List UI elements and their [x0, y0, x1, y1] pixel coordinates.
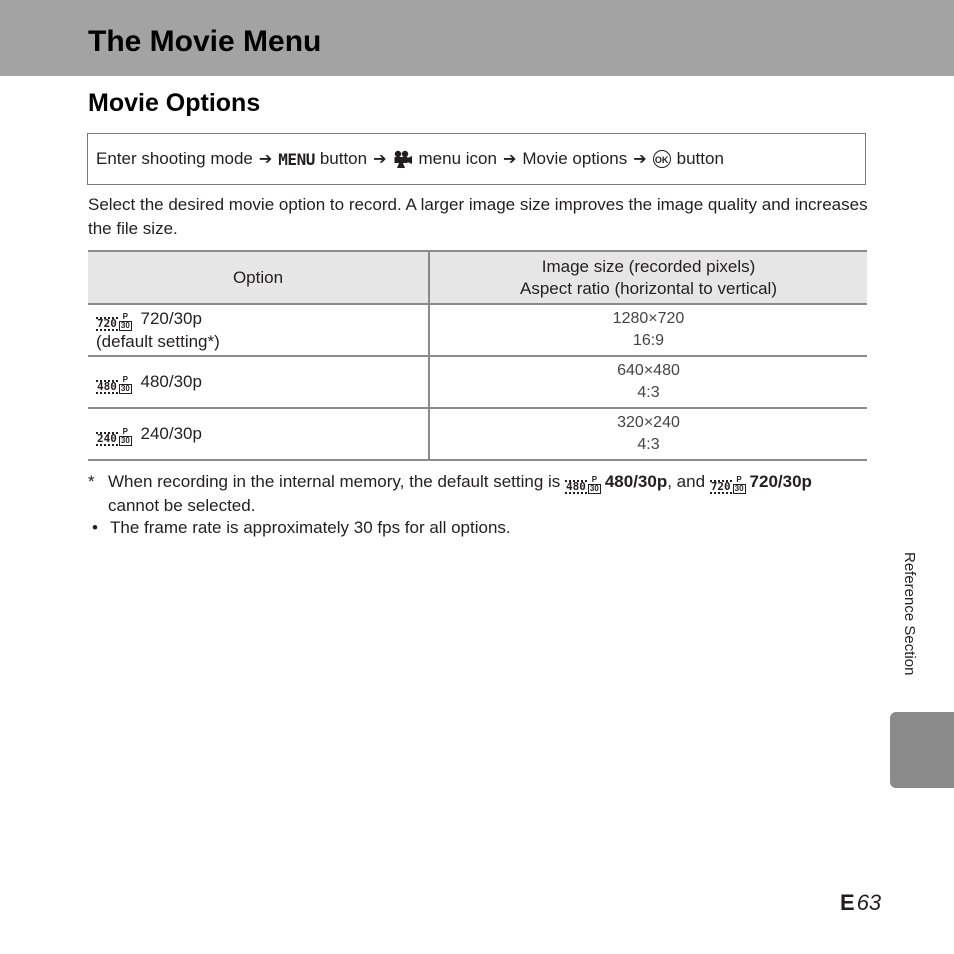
option-sub: (default setting*) — [96, 331, 220, 351]
reference-e-icon: E — [840, 890, 855, 915]
size-cell — [429, 408, 867, 460]
footnote-option-480: 480/30p — [604, 472, 668, 491]
option-label: 720/30p — [140, 308, 202, 328]
bullet-text: The frame rate is approximately 30 fps for all options. — [110, 518, 511, 537]
header-option: Option — [88, 251, 429, 304]
aspect-ratio: 16:9 — [632, 332, 665, 349]
side-section-label: Reference Section — [901, 552, 918, 676]
nav-step-menu-icon: menu icon — [418, 149, 497, 168]
page-title: The Movie Menu — [88, 25, 322, 58]
movie-option-480-icon: 480 P 30 — [566, 475, 599, 493]
bullet-item — [88, 516, 511, 539]
movie-camera-icon — [393, 150, 413, 168]
menu-button-icon: MENU — [278, 149, 315, 169]
table-row — [88, 408, 867, 460]
size-cell — [429, 356, 867, 408]
image-size: 1280×720 — [612, 310, 685, 327]
nav-step-shooting-mode: Enter shooting mode — [96, 149, 253, 168]
movie-option-720-icon: 720 P 30 — [97, 311, 130, 330]
footnote-text-b: , and — [667, 472, 706, 491]
table-header-row — [88, 251, 867, 304]
arrow-icon: ➔ — [258, 151, 273, 168]
movie-option-240-icon: 240 P 30 — [97, 426, 130, 445]
footnote-mark: * — [88, 472, 95, 491]
option-cell — [88, 304, 429, 356]
side-section-tab — [890, 712, 954, 788]
ok-button-icon: OK — [653, 150, 671, 168]
arrow-icon: ➔ — [502, 151, 517, 168]
size-cell — [429, 304, 867, 356]
movie-options-table — [88, 250, 867, 461]
footnote-text-c: cannot be selected. — [108, 496, 256, 515]
bullet-icon: • — [92, 518, 98, 537]
section-title: Movie Options — [88, 89, 261, 117]
aspect-ratio: 4:3 — [637, 384, 660, 401]
option-label: 240/30p — [140, 423, 202, 443]
navigation-path-box — [87, 133, 866, 185]
page-number — [840, 890, 881, 916]
option-cell — [88, 356, 429, 408]
footnote-option-720: 720/30p — [749, 472, 812, 491]
footnote-text-a: When recording in the internal memory, the default setting is — [108, 472, 561, 491]
arrow-icon: ➔ — [373, 151, 387, 168]
intro-paragraph: Select the desired movie option to record. A larger image size improves the image quality and increases the file size. — [88, 195, 868, 238]
movie-option-720-icon: 720 P 30 — [710, 475, 744, 493]
header-image-size — [429, 251, 867, 304]
arrow-icon: ➔ — [633, 151, 647, 168]
table-row — [88, 304, 867, 356]
aspect-ratio: 4:3 — [637, 436, 660, 453]
nav-step-movie-options: Movie options — [522, 149, 628, 168]
option-label: 480/30p — [140, 371, 202, 391]
nav-step-ok-button: button — [676, 149, 724, 168]
movie-option-480-icon: 480 P 30 — [97, 374, 130, 393]
header-image-size-line2: Aspect ratio (horizontal to vertical) — [520, 278, 777, 298]
nav-step-button: button — [319, 149, 368, 168]
footnote — [88, 470, 868, 517]
table-row — [88, 356, 867, 408]
option-cell — [88, 408, 429, 460]
image-size: 320×240 — [617, 414, 680, 431]
page-number-value: 63 — [856, 890, 882, 915]
header-image-size-line1: Image size (recorded pixels) — [541, 256, 756, 276]
image-size: 640×480 — [617, 362, 680, 379]
